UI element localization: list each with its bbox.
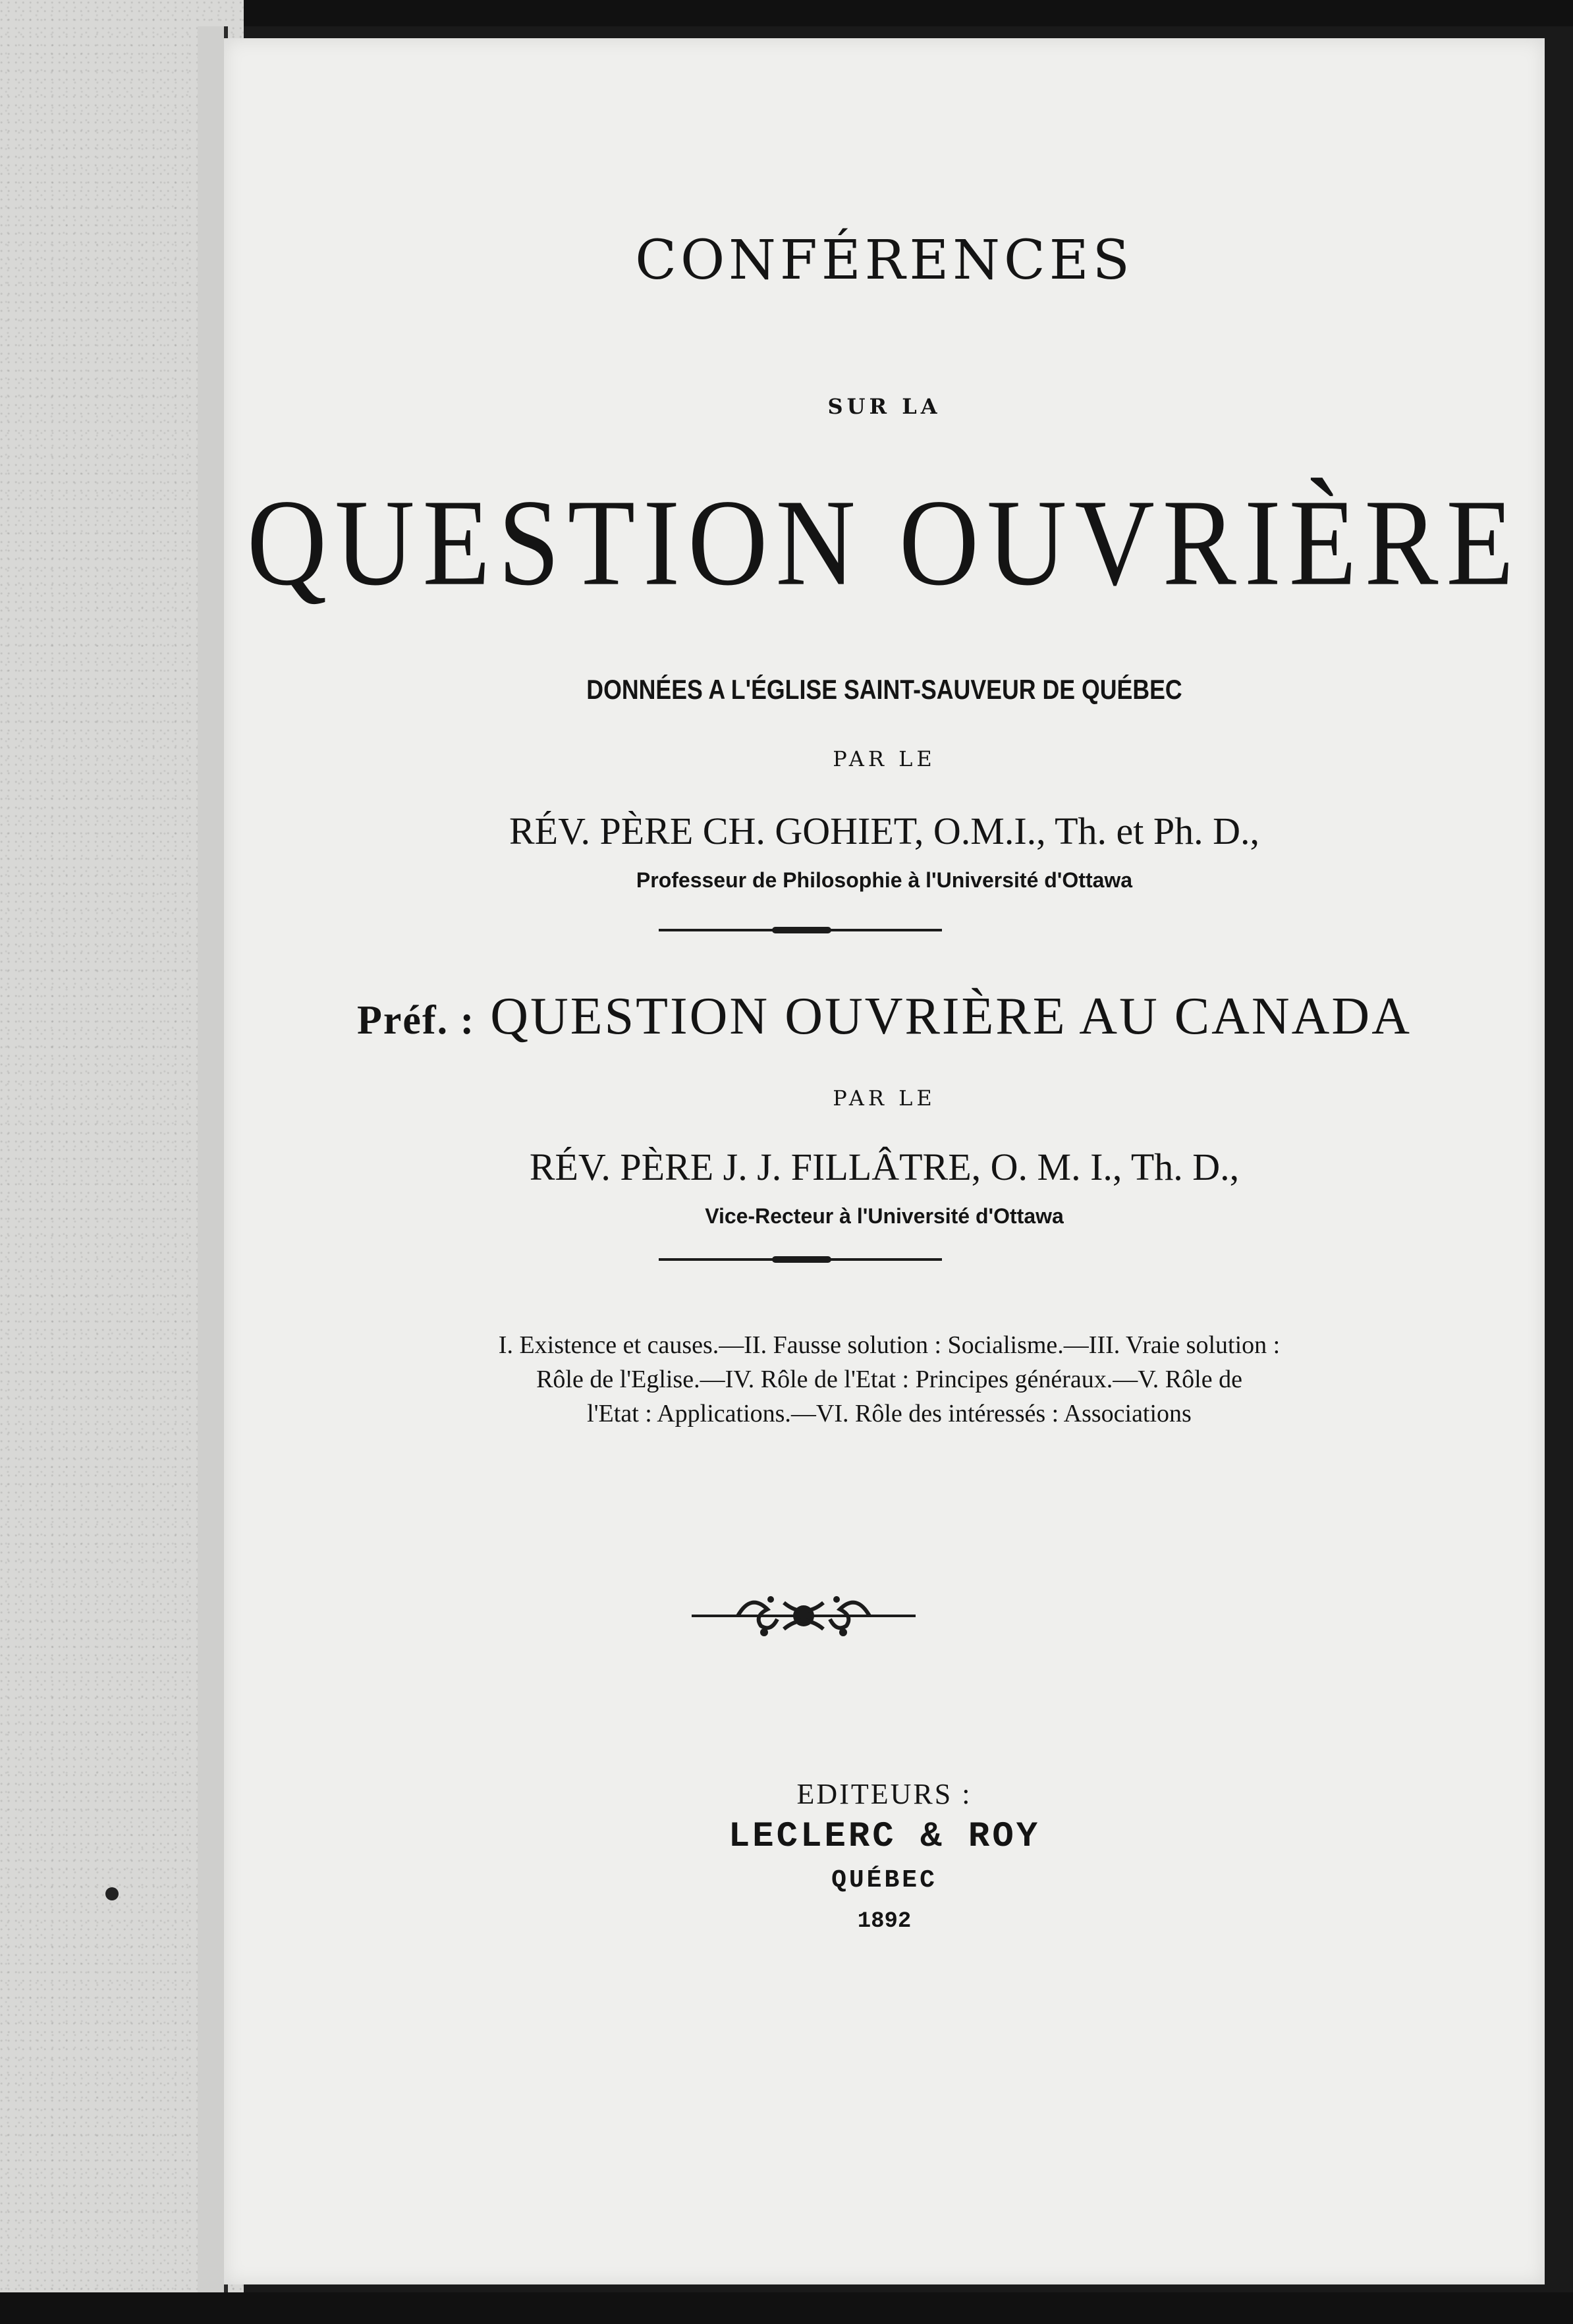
heading-conferences: CONFÉRENCES xyxy=(635,229,1134,292)
divider-rule-2-center xyxy=(772,1256,831,1263)
by-line-2: PAR LE xyxy=(833,1086,936,1111)
scan-speck xyxy=(105,1887,119,1900)
divider-rule-1-center xyxy=(772,927,831,933)
title-page xyxy=(224,38,1545,2284)
given-at-line: DONNÉES A L'ÉGLISE SAINT-SAUVEUR DE QUÉBEC xyxy=(586,674,1182,705)
table-of-contents xyxy=(310,1328,1469,1431)
scan-bottom-border xyxy=(0,2292,1573,2324)
contents-line-2: Rôle de l'Eglise.—IV. Rôle de l'Etat : Principes généraux.—V. Rôle de xyxy=(536,1366,1242,1393)
preface-title: QUESTION OUVRIÈRE AU CANADA xyxy=(490,987,1412,1045)
publisher-label: EDITEURS : xyxy=(796,1778,972,1810)
heading-sur-la: SUR LA xyxy=(827,394,941,419)
author-1: RÉV. PÈRE CH. GOHIET, O.M.I., Th. et Ph. D., xyxy=(509,810,1260,852)
fleuron-ornament xyxy=(692,1586,916,1646)
preface-line xyxy=(224,987,1545,1047)
by-line-1: PAR LE xyxy=(833,746,936,771)
preface-label: Préf. : xyxy=(357,998,476,1043)
author-2-role: Vice-Recteur à l'Université d'Ottawa xyxy=(705,1204,1064,1228)
main-title: QUESTION OUVRIÈRE xyxy=(246,474,1522,612)
author-1-role: Professeur de Philosophie à l'Université d'Ottawa xyxy=(636,868,1133,892)
publisher-city: QUÉBEC xyxy=(831,1866,937,1895)
publication-year: 1892 xyxy=(857,1909,912,1934)
author-2: RÉV. PÈRE J. J. FILLÂTRE, O. M. I., Th. D., xyxy=(529,1146,1240,1188)
publisher-name: LECLERC & ROY xyxy=(728,1817,1041,1857)
contents-line-1: I. Existence et causes.—II. Fausse solution : Socialisme.—III. Vraie solution : xyxy=(498,1331,1281,1359)
contents-line-3: l'Etat : Applications.—VI. Rôle des intéressés : Associations xyxy=(587,1400,1192,1427)
